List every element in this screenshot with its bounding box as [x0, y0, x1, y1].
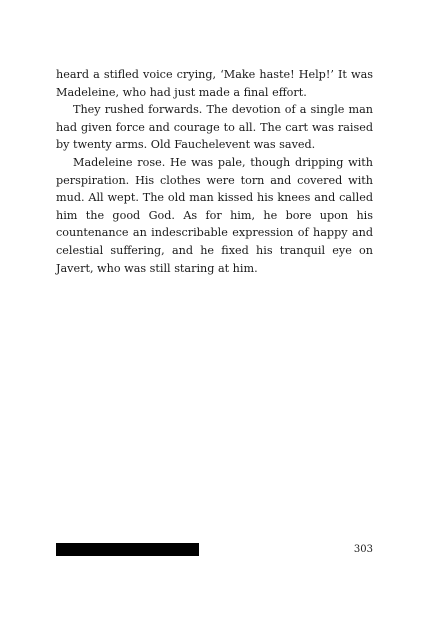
paragraph-continued: heard a stifled voice crying, ‘Make haste! Help!’ It was Madeleine, who had just made a final effort. — [56, 68, 373, 99]
paragraph: They rushed forwards. The devotion of a single man had given force and courage to all. The cart was raised by twenty arms. Old Fauchelevent was saved. — [56, 103, 373, 152]
paragraph: Madeleine rose. He was pale, though dripping with perspiration. His clothes were torn and covered with mud. All wept. The old man kissed his knees and called him the good God. As for him, he bore upon his countenance an indescribable expression of happy and celestial suffering, and he fixed his tranquil eye on Javert, who was still staring at him. — [56, 155, 373, 275]
footer-redaction-bar — [56, 543, 199, 556]
body-text — [56, 66, 373, 277]
page-number: 303 — [353, 544, 373, 555]
